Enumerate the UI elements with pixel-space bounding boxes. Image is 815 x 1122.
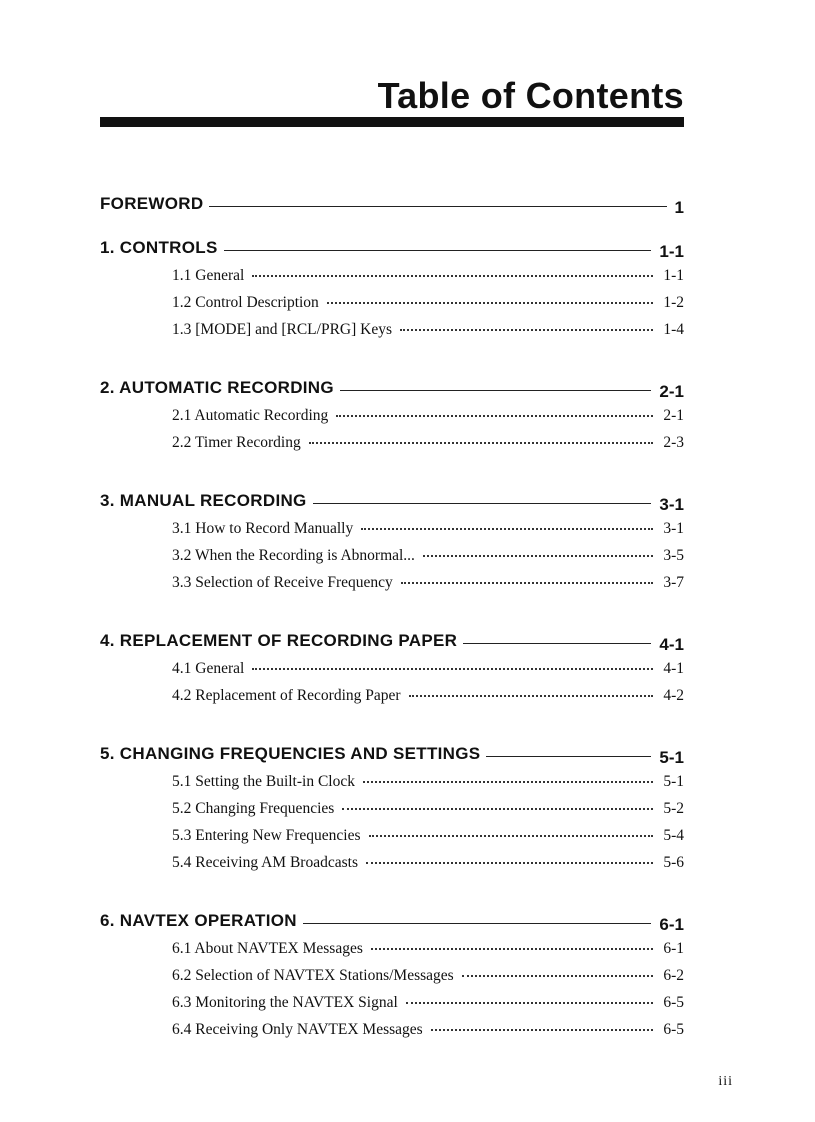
toc-chapter	[100, 370, 684, 452]
section-entry[interactable]	[172, 931, 684, 958]
chapter-entry[interactable]	[100, 623, 684, 654]
chapter-entry[interactable]	[100, 186, 684, 217]
section-page-number: 1-1	[663, 267, 684, 284]
section-dot-leader	[252, 668, 653, 670]
section-page-number: 4-1	[663, 660, 684, 677]
section-page-number: 2-1	[663, 407, 684, 424]
section-list	[100, 258, 684, 339]
section-dot-leader	[309, 442, 654, 444]
section-dot-leader	[336, 415, 653, 417]
section-page-number: 6-5	[663, 994, 684, 1011]
section-entry[interactable]	[172, 818, 684, 845]
section-list	[100, 398, 684, 452]
section-page-number: 5-4	[663, 827, 684, 844]
section-list	[100, 931, 684, 1039]
section-entry[interactable]	[172, 511, 684, 538]
section-dot-leader	[363, 781, 653, 783]
chapter-entry[interactable]	[100, 230, 684, 261]
page-number: iii	[718, 1074, 733, 1089]
chapter-title: 4. REPLACEMENT OF RECORDING PAPER	[100, 631, 458, 650]
section-dot-leader	[252, 275, 653, 277]
page-title: Table of Contents	[377, 75, 684, 116]
toc-chapter	[100, 483, 684, 592]
chapter-title: 3. MANUAL RECORDING	[100, 491, 307, 510]
toc-chapter	[100, 186, 684, 217]
section-title: 6.3 Monitoring the NAVTEX Signal	[172, 994, 398, 1011]
section-entry[interactable]	[172, 258, 684, 285]
section-title: 6.2 Selection of NAVTEX Stations/Messages	[172, 967, 454, 984]
section-title: 4.2 Replacement of Recording Paper	[172, 687, 401, 704]
section-entry[interactable]	[172, 1012, 684, 1039]
toc-chapter	[100, 230, 684, 339]
section-title: 3.3 Selection of Receive Frequency	[172, 574, 393, 591]
chapter-title: FOREWORD	[100, 194, 204, 213]
section-page-number: 3-5	[663, 547, 684, 564]
section-page-number: 5-6	[663, 854, 684, 871]
section-title: 1.3 [MODE] and [RCL/PRG] Keys	[172, 321, 392, 338]
section-entry[interactable]	[172, 285, 684, 312]
section-entry[interactable]	[172, 425, 684, 452]
section-dot-leader	[423, 555, 653, 557]
section-title: 2.2 Timer Recording	[172, 434, 301, 451]
chapter-entry[interactable]	[100, 370, 684, 401]
section-list	[100, 511, 684, 592]
section-dot-leader	[401, 582, 654, 584]
chapter-page-number: 6-1	[659, 915, 684, 934]
section-dot-leader	[431, 1029, 654, 1031]
chapter-leader-line	[463, 643, 651, 644]
chapter-title: 5. CHANGING FREQUENCIES AND SETTINGS	[100, 744, 481, 763]
section-dot-leader	[361, 528, 653, 530]
section-entry[interactable]	[172, 791, 684, 818]
section-title: 1.2 Control Description	[172, 294, 319, 311]
chapter-page-number: 4-1	[659, 635, 684, 654]
chapter-entry[interactable]	[100, 483, 684, 514]
chapter-page-number: 2-1	[659, 382, 684, 401]
toc-chapter	[100, 736, 684, 872]
chapter-page-number: 5-1	[659, 748, 684, 767]
chapter-leader-line	[209, 206, 666, 207]
section-dot-leader	[400, 329, 653, 331]
section-page-number: 2-3	[663, 434, 684, 451]
section-page-number: 3-7	[663, 574, 684, 591]
section-title: 2.1 Automatic Recording	[172, 407, 329, 424]
section-entry[interactable]	[172, 764, 684, 791]
chapter-entry[interactable]	[100, 903, 684, 934]
section-dot-leader	[327, 302, 654, 304]
chapter-leader-line	[340, 390, 652, 391]
section-entry[interactable]	[172, 985, 684, 1012]
section-title: 5.1 Setting the Built-in Clock	[172, 773, 355, 790]
chapter-leader-line	[224, 250, 652, 251]
section-page-number: 6-5	[663, 1021, 684, 1038]
chapter-leader-line	[486, 756, 651, 757]
section-title: 6.1 About NAVTEX Messages	[172, 940, 363, 957]
section-title: 3.1 How to Record Manually	[172, 520, 354, 537]
section-page-number: 4-2	[663, 687, 684, 704]
toc-chapter	[100, 903, 684, 1039]
section-entry[interactable]	[172, 845, 684, 872]
section-page-number: 3-1	[663, 520, 684, 537]
toc-chapter	[100, 623, 684, 705]
section-dot-leader	[369, 835, 654, 837]
section-entry[interactable]	[172, 312, 684, 339]
section-entry[interactable]	[172, 678, 684, 705]
chapter-title: 1. CONTROLS	[100, 238, 218, 257]
section-title: 5.4 Receiving AM Broadcasts	[172, 854, 358, 871]
section-page-number: 1-4	[663, 321, 684, 338]
chapter-title: 6. NAVTEX OPERATION	[100, 911, 297, 930]
table-of-contents	[100, 186, 684, 1070]
chapter-page-number: 3-1	[659, 495, 684, 514]
section-title: 5.3 Entering New Frequencies	[172, 827, 361, 844]
chapter-leader-line	[303, 923, 652, 924]
section-list	[100, 764, 684, 872]
section-page-number: 6-2	[663, 967, 684, 984]
section-entry[interactable]	[172, 538, 684, 565]
section-dot-leader	[366, 862, 653, 864]
section-title: 5.2 Changing Frequencies	[172, 800, 335, 817]
chapter-entry[interactable]	[100, 736, 684, 767]
section-title: 3.2 When the Recording is Abnormal...	[172, 547, 415, 564]
section-title: 6.4 Receiving Only NAVTEX Messages	[172, 1021, 423, 1038]
section-dot-leader	[371, 948, 653, 950]
section-entry[interactable]	[172, 398, 684, 425]
section-entry[interactable]	[172, 565, 684, 592]
section-page-number: 1-2	[663, 294, 684, 311]
section-entry[interactable]	[172, 651, 684, 678]
chapter-title: 2. AUTOMATIC RECORDING	[100, 378, 334, 397]
chapter-page-number: 1	[674, 198, 684, 217]
section-page-number: 6-1	[663, 940, 684, 957]
section-page-number: 5-1	[663, 773, 684, 790]
section-list	[100, 651, 684, 705]
section-title: 4.1 General	[172, 660, 245, 677]
section-title: 1.1 General	[172, 267, 245, 284]
chapter-leader-line	[313, 503, 652, 504]
section-page-number: 5-2	[663, 800, 684, 817]
section-dot-leader	[342, 808, 653, 810]
chapter-page-number: 1-1	[659, 242, 684, 261]
section-entry[interactable]	[172, 958, 684, 985]
section-dot-leader	[409, 695, 654, 697]
section-dot-leader	[406, 1002, 654, 1004]
section-dot-leader	[462, 975, 654, 977]
title-rule	[100, 117, 684, 127]
